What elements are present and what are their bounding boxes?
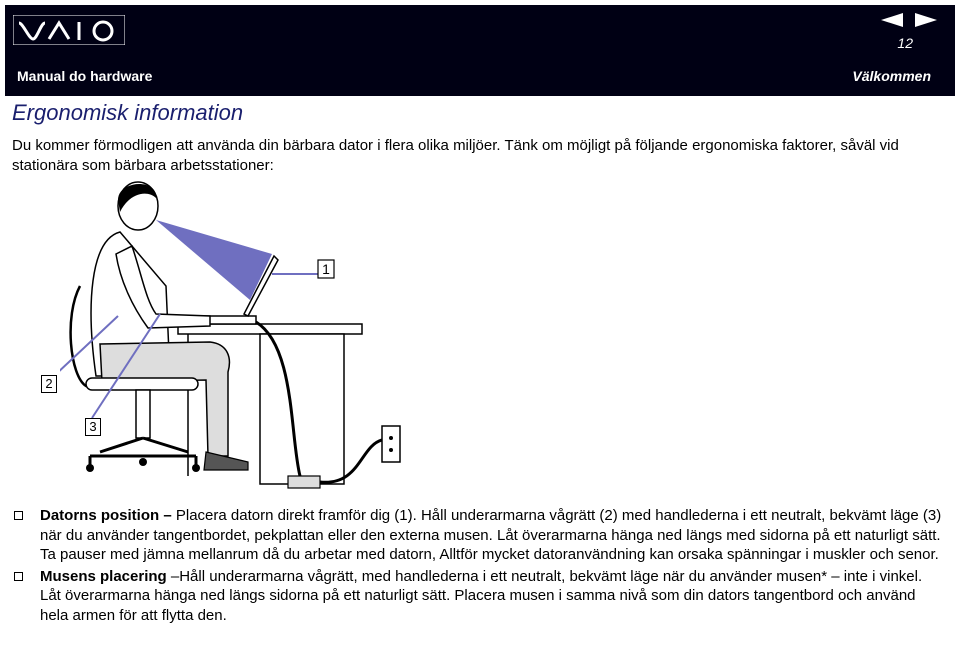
list-item: Musens placering –Håll underarmarna vågrätt, med handlederna i ett neutralt, bekvämt läge när du använder musen* – inte i vinkel. Låt överarmarna hänga ned längs sidorna på ett naturligt sätt. Placera musen i samma nivå som din dators tangentbord och använd hela armen för att flytta den.: [12, 567, 947, 626]
list-item: Datorns position – Placera datorn direkt framför dig (1). Håll underarmarna vågrätt (2) med handlederna i ett neutralt, bekvämt läge (3) när du använder tangentbordet, pekplattan eller den externa musen. Låt överarmarna hänga ned längs med sidorna på ett naturligt sätt. Ta pauser med jämna mellanrum då du arbetar med datorn, Alltför mycket datoranvändning kan orsaka spänningar i muskler och senor.: [12, 506, 947, 565]
checkbox-bullet-icon: [14, 511, 23, 520]
bullet-text: Håll underarmarna vågrätt, med handlederna i ett neutralt, bekvämt läge när du använder musen* – inte i vinkel. Låt överarmarna hänga ned längs sidorna på ett naturligt sätt. Placera musen i samma nivå som din dators tangentbord och använd hela armen för att flytta den.: [40, 567, 923, 624]
ergonomics-illustration: [45, 176, 500, 501]
bullet-title: Musens placering: [40, 567, 167, 585]
checkbox-bullet-icon: [14, 572, 23, 581]
vaio-logo: [13, 15, 125, 50]
page-header: [5, 5, 955, 96]
section-name-link[interactable]: Välkommen: [852, 68, 931, 84]
svg-text:1: 1: [322, 261, 330, 277]
intro-paragraph: Du kommer förmodligen att använda din bärbara dator i flera olika miljöer. Tänk om möjligt på följande ergonomiska faktorer, såväl vid stationära som bärbara arbetsstationer:: [12, 137, 899, 174]
callout-3: 3: [85, 418, 101, 436]
bullet-title: Datorns position: [40, 507, 160, 524]
page-number: 12: [897, 35, 913, 51]
bullet-text: Placera datorn direkt framför dig (1). Håll underarmarna vågrätt (2) med handlederna i ett neutralt, bekvämt läge (3) när du använder tangentbordet, pekplattan eller den externa musen. Låt överarmarna hänga ned längs med sidorna på ett naturligt sätt. Ta pauser med jämna mellanrum då du arbetar med datorn, Alltför mycket datoranvändning kan orsaka spänningar i muskler och senor.: [40, 507, 942, 563]
page-title: Ergonomisk information: [12, 100, 244, 125]
callout-1: [318, 260, 334, 278]
callout-2: 2: [41, 375, 57, 393]
ergonomics-bullet-list: [12, 506, 947, 627]
manual-title-link[interactable]: Manual do hardware: [17, 68, 153, 84]
arrow-left-icon[interactable]: [881, 13, 903, 27]
arrow-right-icon[interactable]: [915, 13, 937, 27]
view-cone: [156, 220, 272, 300]
